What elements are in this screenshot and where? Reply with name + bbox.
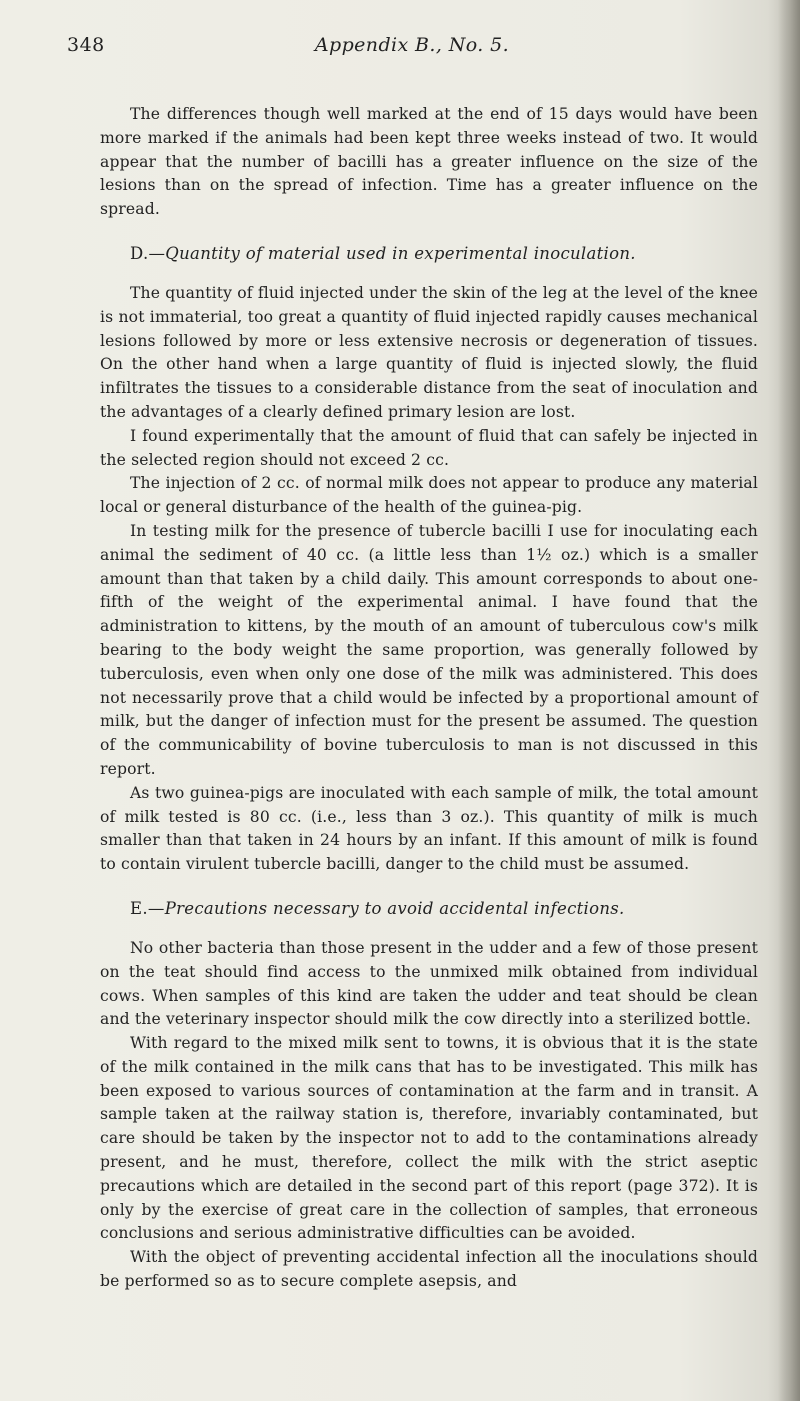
section-d-title: Quantity of material used in experimental inoculation. [165, 243, 636, 263]
page-body [100, 103, 758, 1294]
body-paragraph: The differences though well marked at the end of 15 days would have been more marked if the animals had been kept three weeks instead of two. It would appear that the number of bacilli has a greater influence on the size of the lesions than on the spread of infection. Time has a greater influence on the spread. [100, 105, 758, 219]
page-number: 348 [67, 34, 105, 56]
page-edge-shadow [778, 0, 800, 1401]
section-e-letter: E.— [130, 898, 165, 918]
section-e-title: Precautions necessary to avoid accidental infections. [164, 898, 625, 918]
section-d-heading [100, 242, 758, 266]
section-d-letter: D.— [130, 243, 166, 263]
body-paragraph: With the object of preventing accidental infection all the inoculations should be performed so as to secure complete asepsis, and [100, 1248, 758, 1291]
section-e-heading [100, 897, 758, 921]
running-head: Appendix B., No. 5. [314, 34, 510, 56]
body-paragraph: With regard to the mixed milk sent to towns, it is obvious that it is the state of the milk contained in the milk cans that has to be investigated. This milk has been exposed to various sources of contamination at the farm and in transit. A sample taken at the railway station is, therefore, invariably contaminated, but care should be taken by the inspector not to add to the contaminations already present, and he must, therefore, collect the milk with the strict aseptic precautions which are detailed in the second part of this report (page 372). It is only by the exercise of great care in the collection of samples, that erroneous conclusions and serious administrative difficulties can be avoided. [100, 1034, 758, 1243]
body-paragraph: The quantity of fluid injected under the skin of the leg at the level of the knee is not immaterial, too great a quantity of fluid injected rapidly causes mechanical lesions followed by more or less extensive necrosis or degeneration of tissues. On the other hand when a large quantity of fluid is injected slowly, the fluid infiltrates the tissues to a considerable distance from the seat of inoculation and the advantages of a clearly defined primary lesion are lost. [100, 283, 758, 421]
body-paragraph: The injection of 2 cc. of normal milk does not appear to produce any material local or general disturbance of the health of the guinea-pig. [100, 474, 758, 517]
page-header [67, 34, 757, 68]
body-paragraph: I found experimentally that the amount of fluid that can safely be injected in the selected region should not exceed 2 cc. [100, 426, 758, 469]
body-paragraph: In testing milk for the presence of tubercle bacilli I use for inoculating each animal the sediment of 40 cc. (a little less than 1½ oz.) which is a smaller amount than that taken by a child daily. This amount corresponds to about one-fifth of the weight of the experimental animal. I have found that the administration to kittens, by the mouth of an amount of tuberculous cow's milk bearing to the body weight the same proportion, was generally followed by tuberculosis, even when only one dose of the milk was administered. This does not necessarily prove that a child would be infected by a proportional amount of milk, but the danger of infection must for the present be assumed. The question of the communicability of bovine tuberculosis to man is not discussed in this report. [100, 521, 758, 778]
body-paragraph: No other bacteria than those present in the udder and a few of those present on the teat should find access to the unmixed milk obtained from individual cows. When samples of this kind are taken the udder and teat should be clean and the veterinary inspector should milk the cow directly into a sterilized bottle. [100, 938, 758, 1029]
body-paragraph: As two guinea-pigs are inoculated with each sample of milk, the total amount of milk tested is 80 cc. (i.e., less than 3 oz.). This quantity of milk is much smaller than that taken in 24 hours by an infant. If this amount of milk is found to contain virulent tubercle bacilli, danger to the child must be assumed. [100, 783, 758, 874]
